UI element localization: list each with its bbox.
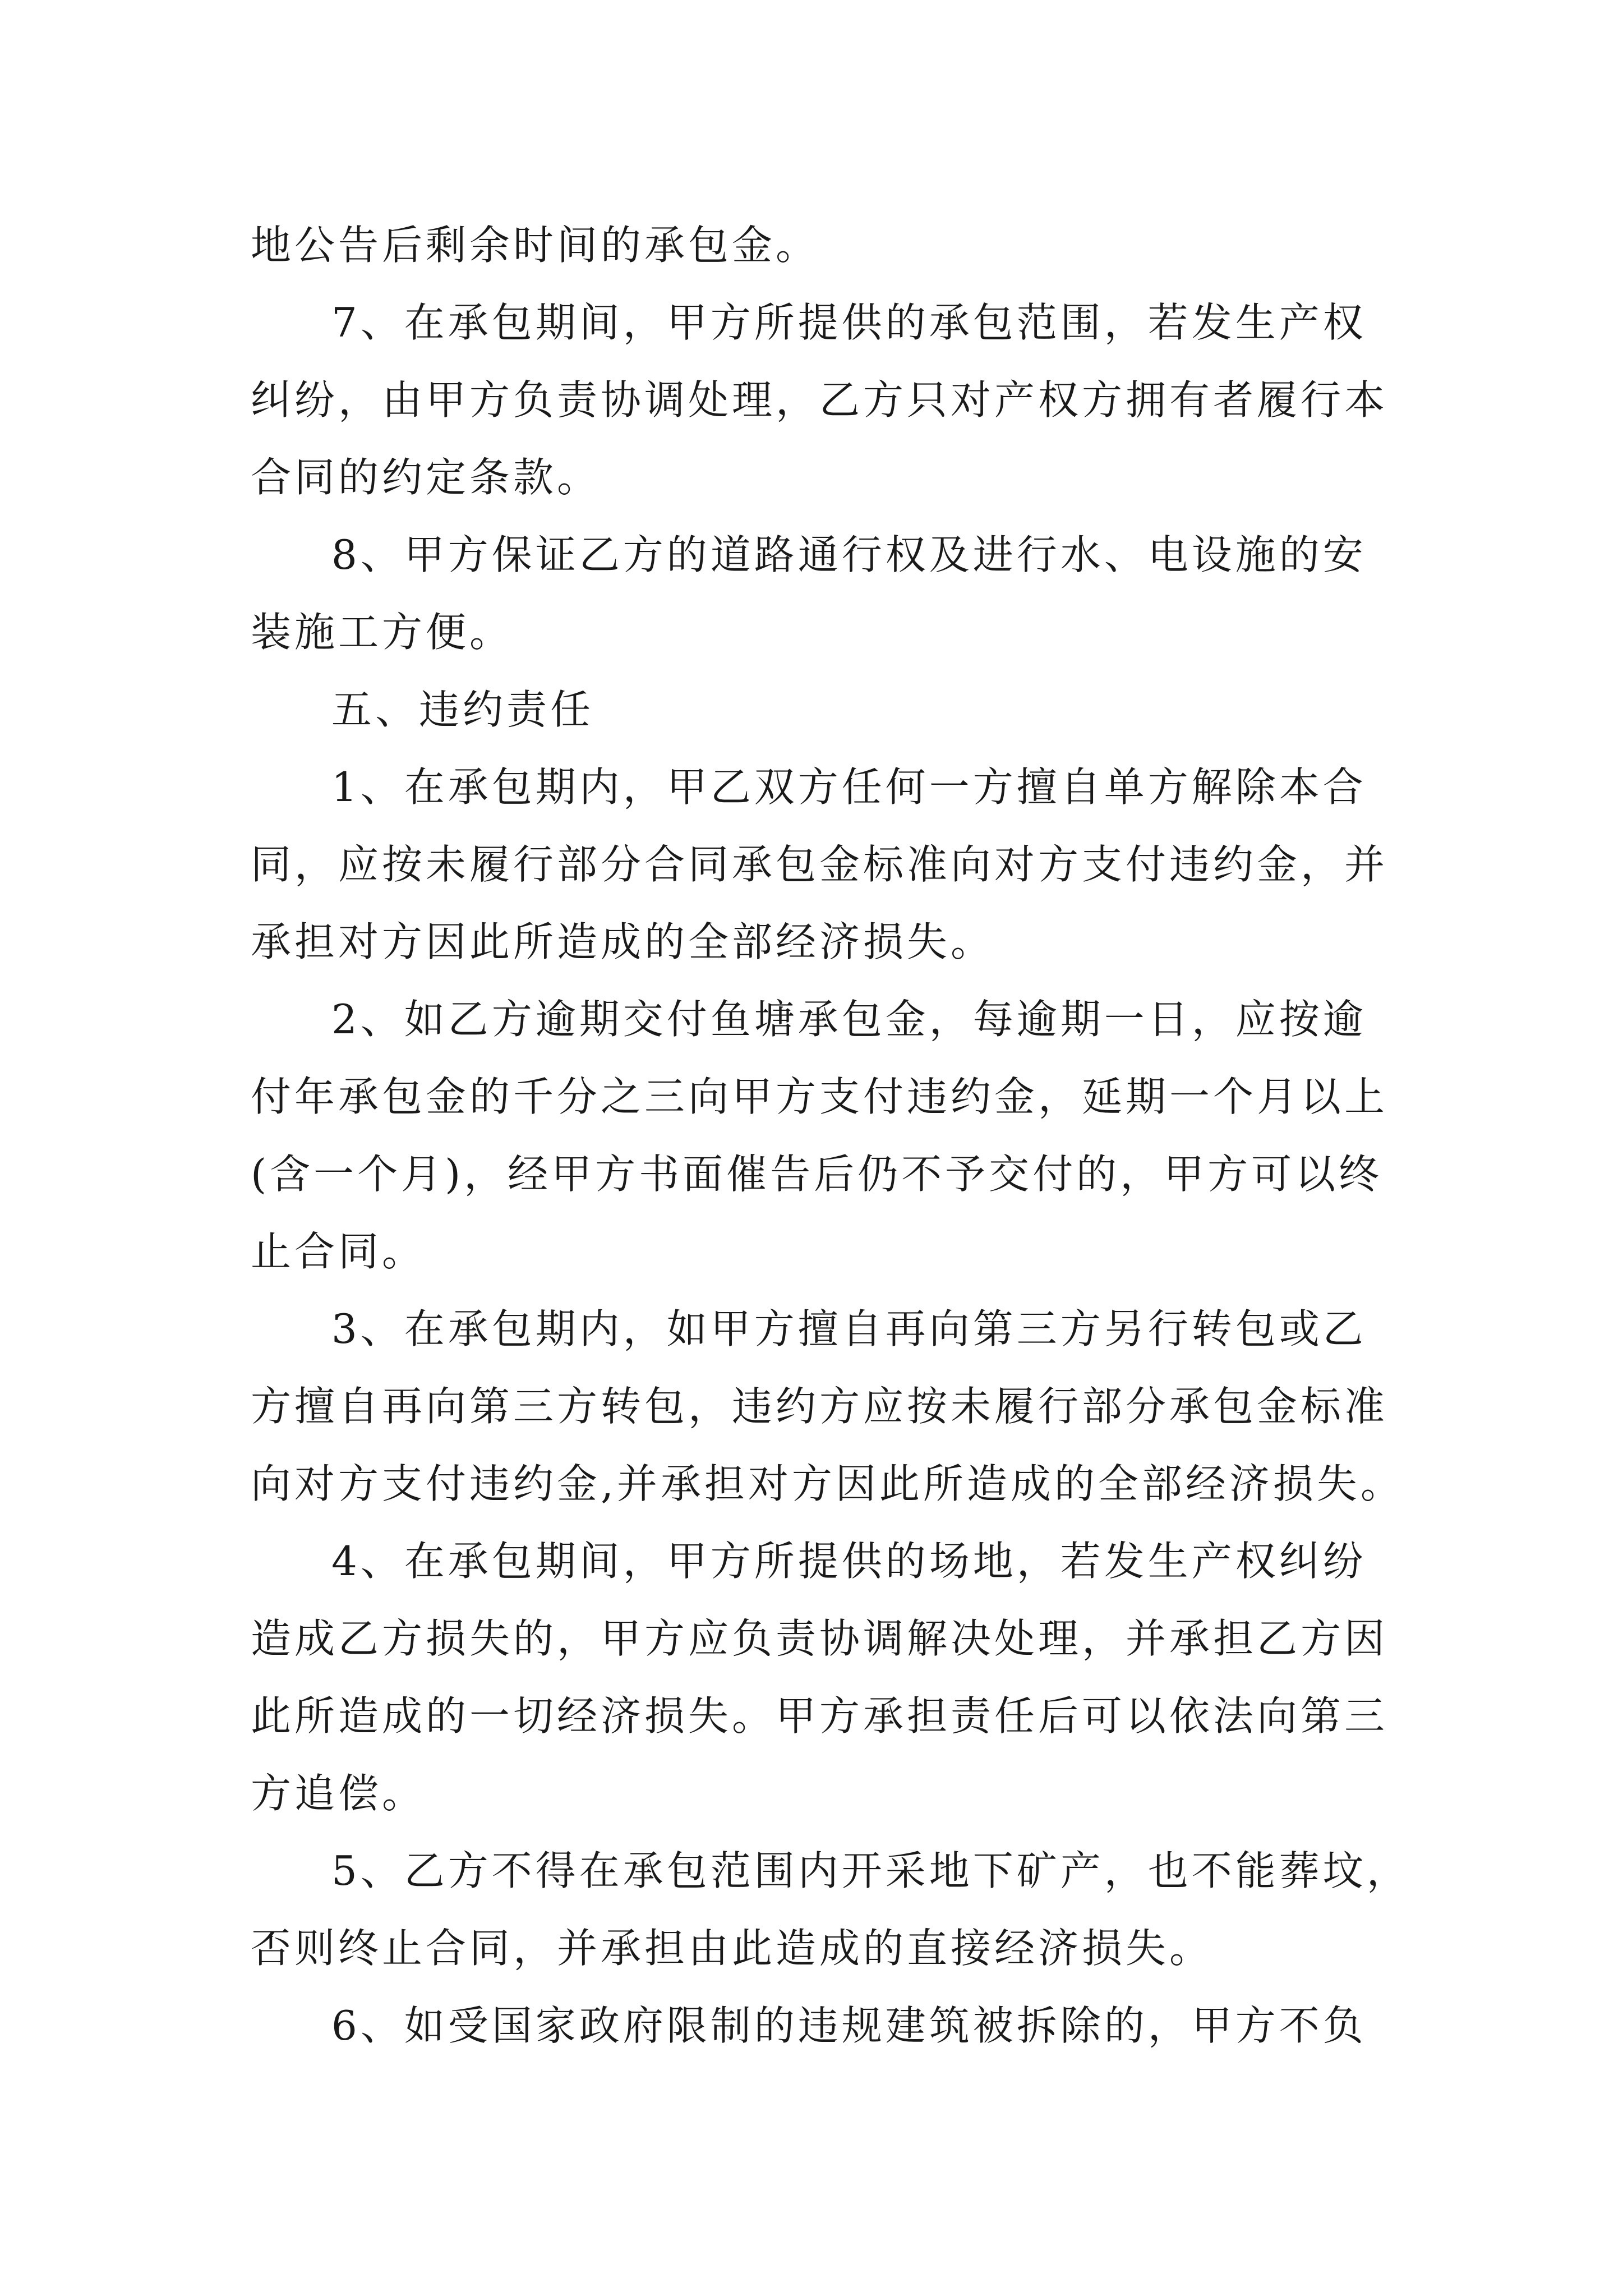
text-line: 1、在承包期内，甲乙双方任何一方擅自单方解除本合 xyxy=(331,763,1367,811)
text-line: 造成乙方损失的，甲方应负责协调解决处理，并承担乙方因 xyxy=(251,1615,1389,1662)
text-line: 方追偿。 xyxy=(251,1770,426,1817)
text-line: 地公告后剩余时间的承包金。 xyxy=(251,222,820,269)
text-line: 7、在承包期间，甲方所提供的承包范围，若发生产权 xyxy=(331,299,1367,346)
text-line: 2、如乙方逾期交付鱼塘承包金，每逾期一日，应按逾 xyxy=(331,996,1367,1043)
text-line: 承担对方因此所造成的全部经济损失。 xyxy=(251,918,995,965)
text-line: 8、甲方保证乙方的道路通行权及进行水、电设施的安 xyxy=(331,531,1367,578)
text-line: 方擅自再向第三方转包，违约方应按未履行部分承包金标准 xyxy=(251,1383,1389,1430)
text-line: 3、在承包期内，如甲方擅自再向第三方另行转包或乙 xyxy=(331,1305,1367,1352)
text-line: 付年承包金的千分之三向甲方支付违约金，延期一个月以上 xyxy=(251,1073,1389,1120)
text-line: 5、乙方不得在承包范围内开采地下矿产，也不能葬坟， xyxy=(331,1847,1410,1894)
document-body xyxy=(251,206,1410,2064)
text-line: 4、在承包期间，甲方所提供的场地，若发生产权纠纷 xyxy=(331,1538,1367,1585)
text-line: 装施工方便。 xyxy=(251,609,514,656)
text-line: 合同的约定条款。 xyxy=(251,454,601,501)
text-line: 纠纷，由甲方负责协调处理，乙方只对产权方拥有者履行本 xyxy=(251,376,1389,424)
text-line: 同，应按未履行部分合同承包金标准向对方支付违约金，并 xyxy=(251,841,1389,888)
text-line: 6、如受国家政府限制的违规建筑被拆除的，甲方不负 xyxy=(331,2002,1367,2049)
text-line: (含一个月)，经甲方书面催告后仍不予交付的，甲方可以终 xyxy=(251,1151,1383,1198)
text-line: 否则终止合同，并承担由此造成的直接经济损失。 xyxy=(251,1925,1214,1972)
text-line: 向对方支付违约金,并承担对方因此所造成的全部经济损失。 xyxy=(251,1460,1404,1507)
text-line: 止合同。 xyxy=(251,1228,426,1275)
section-heading: 五、违约责任 xyxy=(331,686,594,733)
text-line: 此所造成的一切经济损失。甲方承担责任后可以依法向第三 xyxy=(251,1692,1389,1740)
